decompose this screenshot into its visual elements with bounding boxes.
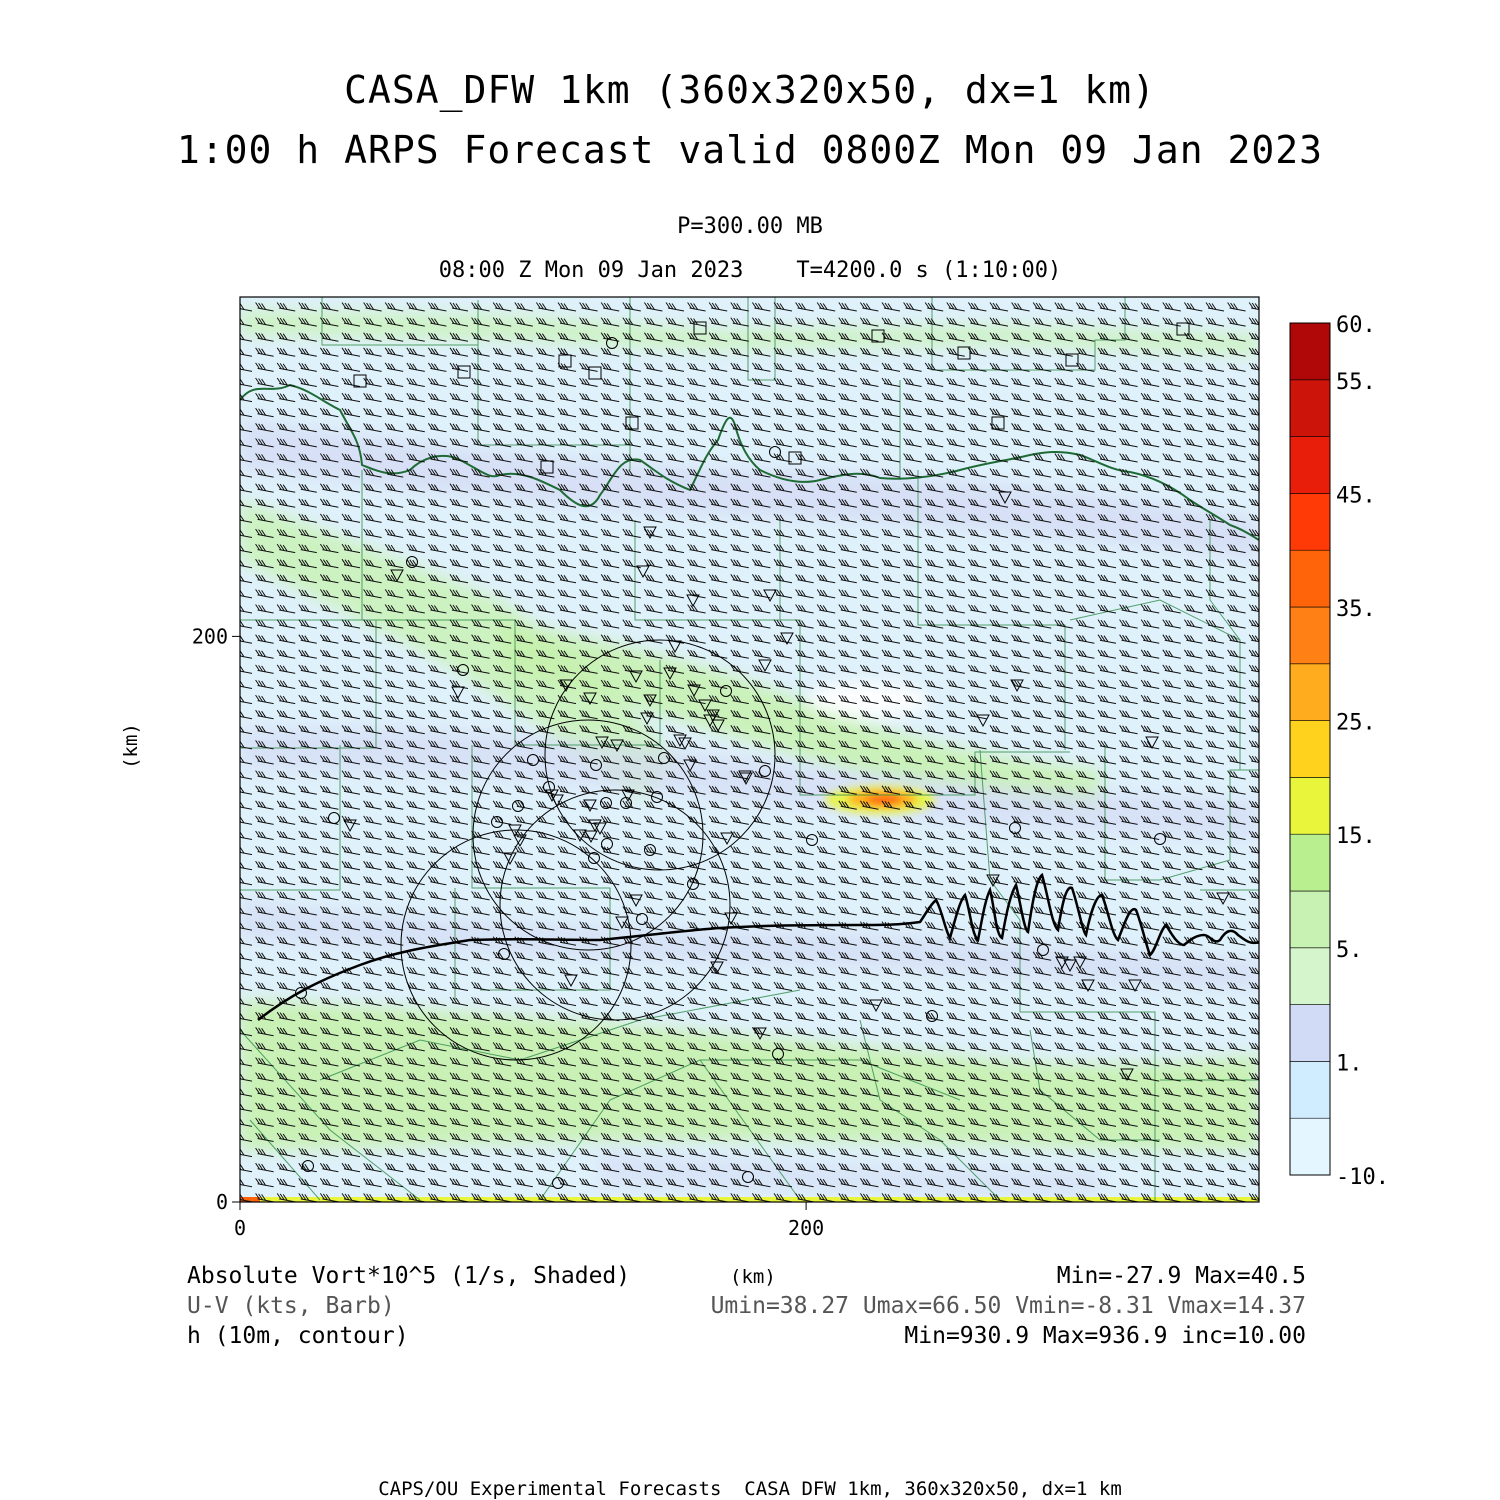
x-axis-label: (km) [730, 1266, 776, 1288]
contour-stats: Min=930.9 Max=936.9 inc=10.00 [904, 1323, 1306, 1349]
colorbar-segment [1290, 550, 1330, 607]
colorbar-label: -10. [1336, 1165, 1389, 1190]
colorbar-segment [1290, 1005, 1330, 1062]
colorbar-label: 60. [1336, 313, 1376, 338]
y-tick-label: 200 [191, 624, 228, 649]
colorbar-segment [1290, 1118, 1330, 1175]
colorbar-label: 1. [1336, 1051, 1363, 1077]
colorbar [1290, 313, 1389, 1190]
colorbar-label: 55. [1336, 369, 1376, 395]
pressure-level: P=300.00 MB [677, 214, 823, 239]
contour-field-label: h (10m, contour) [187, 1323, 409, 1349]
colorbar-label: 15. [1336, 824, 1376, 850]
x-tick-label: 200 [788, 1216, 825, 1240]
colorbar-segment [1290, 607, 1330, 664]
y-axis-label: (km) [119, 723, 142, 769]
colorbar-segment [1290, 1061, 1330, 1118]
shaded-field-label: Absolute Vort*10^5 (1/s, Shaded) [187, 1263, 631, 1289]
chart-title: CASA_DFW 1km (360x320x50, dx=1 km) [344, 68, 1156, 112]
colorbar-segment [1290, 721, 1330, 778]
colorbar-label: 35. [1336, 597, 1376, 622]
barb-field-label: U-V (kts, Barb) [187, 1293, 395, 1319]
colorbar-label: 5. [1336, 937, 1363, 963]
shaded-stats: Min=-27.9 Max=40.5 [1056, 1263, 1306, 1289]
chart-subtitle: 1:00 h ARPS Forecast valid 0800Z Mon 09 Jan 2023 [176, 128, 1324, 172]
colorbar-label: 25. [1336, 710, 1376, 736]
colorbar-segment [1290, 948, 1330, 1005]
colorbar-segment [1290, 777, 1330, 834]
colorbar-segment [1290, 493, 1330, 550]
colorbar-segment [1290, 891, 1330, 948]
x-tick-label: 0 [233, 1216, 247, 1240]
footer-credit: CAPS/OU Experimental Forecasts CASA DFW 1km, 360x320x50, dx=1 km [378, 1478, 1122, 1500]
valid-time: 08:00 Z Mon 09 Jan 2023 T=4200.0 s (1:10:00) [438, 258, 1062, 283]
barb-stats: Umin=38.27 Umax=66.50 Vmin=-8.31 Vmax=14.37 [710, 1293, 1306, 1319]
colorbar-segment [1290, 380, 1330, 437]
colorbar-segment [1290, 437, 1330, 494]
colorbar-segment [1290, 323, 1330, 380]
colorbar-segment [1290, 664, 1330, 721]
y-tick-label: 0 [215, 1190, 228, 1214]
colorbar-label: 45. [1336, 483, 1376, 509]
colorbar-segment [1290, 834, 1330, 891]
